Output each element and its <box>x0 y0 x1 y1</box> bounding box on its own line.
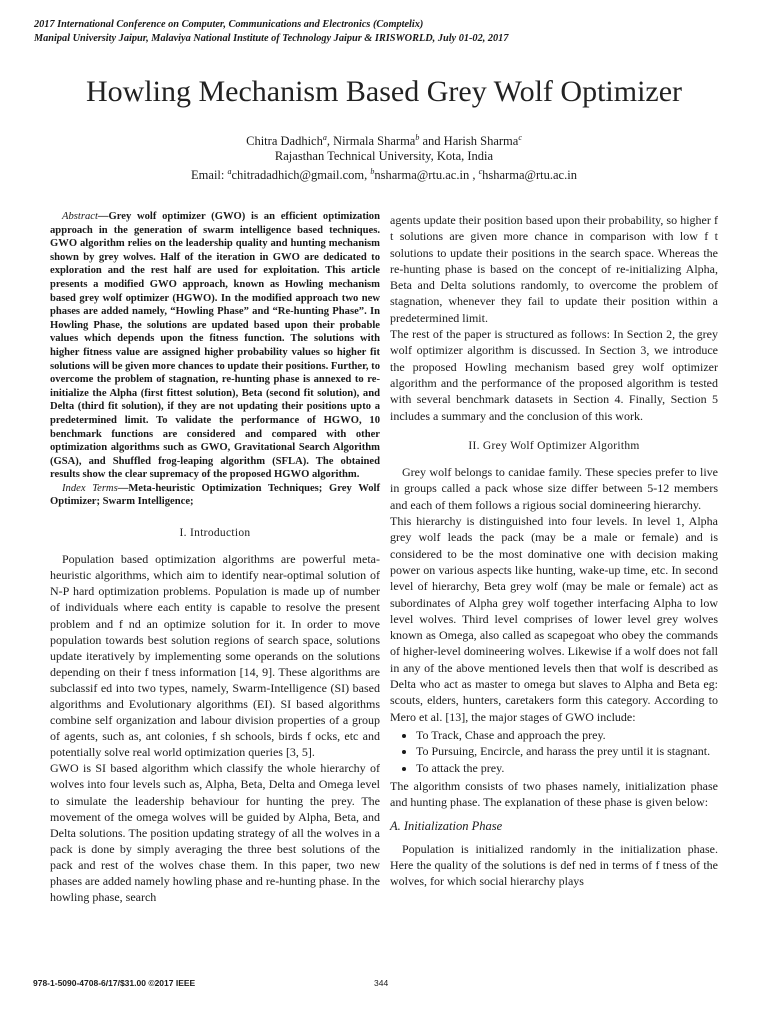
list-item: • To attack the prey. <box>416 760 718 776</box>
index-terms-text: —Meta-heuristic Optimization Techniques; Grey Wolf Optimizer; Swarm Intelligence; <box>50 482 380 508</box>
author-1-sup: a <box>322 133 327 142</box>
intro-paragraph-4: The rest of the paper is structured as follows: In Section 2, the grey wolf optimizer algorithm is discussed. In Section 3, we introduce the proposed Howling mechanism based grey wolf optimizer algorithm and the performance of the proposed algorithm is tested with several benchmark datasets in Section 4. Finally, Section 5 includes a summary and the conclusion of this work. <box>390 327 718 423</box>
intro-paragraph-2: GWO is SI based algorithm which classify the whole hierarchy of wolves into four levels such as, Alpha, Beta, Delta and Omega level to simulate the leadership behaviour for hunting the prey. The movement of the omega wolves will be guided by Alpha, Beta, and Delta solutions. The position updating strategy of all the wolves in a pack is done by simply averaging the three best solutions of the pack and rest of the wolves chase them. In this paper, two new phases are added namely howling phase and re-hunting phase. In the howling phase, search <box>50 761 380 905</box>
abstract-text: —Grey wolf optimizer (GWO) is an efficient optimization approach in the generation of swarm intelligence based techniques. GWO algorithm relies on the leadership quality and hunting mechanism shown by grey wolves. Half of the iteration in GWO are dedicated to exploration and the rest half are used for exploitation. This article presents a modified GWO approach, known as Howling mechanism based grey wolf optimizer (HGWO). In the modified approach two new phases are added namely, “Howling Phase” and “Re-hunting Phase”. In Howling Phase, the solutions are updated based upon their probable values which depends upon the fitness function. The solutions with higher fitness value are assigned higher probability values so higher fit solutions will be given more chances to update their positions. Further, to overcome the problem of stagnation, re-hunting phase is annexed to re-initialize the Alpha (first fittest solution), Beta (second fit solution), and Delta (third fit solution), if they are not updating their positions upto a predetermined limit. To validate the performance of HGWO, 10 benchmark functions are considered and compared with other optimization algorithms such as GWO, Gravitational Search Algorithm (GSA), and Shuffled frog-leaping algorithm (SFLA). The obtained results show the clear supremacy of the proposed HGWO algorithm. <box>50 211 380 481</box>
email-3-sup: c <box>478 167 483 177</box>
subsection-heading-initialization: A. Initialization Phase <box>390 819 503 834</box>
email-2-sup: b <box>370 167 375 177</box>
email-1-sup: a <box>227 167 232 177</box>
right-column <box>390 212 718 890</box>
affiliation: Rajasthan Technical University, Kota, India <box>274 149 494 164</box>
section-heading-introduction: I. Introduction <box>179 527 251 540</box>
author-1: Chitra Dadhich <box>246 134 323 149</box>
author-2: Nirmala Sharma <box>333 134 416 149</box>
author-block <box>0 130 768 183</box>
init-paragraph-1: Population is initialized randomly in the initialization phase. Here the quality of the solutions is def ned in terms of f tness of the wolves, for which social hierarchy plays <box>390 841 718 889</box>
author-3-sup: c <box>518 133 522 142</box>
intro-paragraph-1: Population based optimization algorithms are powerful meta-heuristic algorithms, which aim to identify near-optimal solution of N-P hard optimization problems. Population is made up of number of individuals where each entity is capable to resolve the present problem and f nd an optimize solution for it. In order to move population towards best solution regions of search space, solutions update iteratively by implementing some operands on the solutions depending on their f tness information [14, 9]. These algorithms are subclassif ed into two types, namely, Swarm-Intelligence (SI) based algorithms and Evolutionary algorithms (EI). SI based algorithms combine self organization and labour division properties of a group of agents, such as, ant colonies, f sh schools, birds f ocks, etc and potentially solve real world optimization queries [3, 5]. <box>50 552 380 760</box>
abstract-lead: Abstract <box>62 211 98 222</box>
conference-line-1: 2017 International Conference on Computer, Communications and Electronics (Comptelix) <box>34 19 424 30</box>
author-names <box>0 130 768 149</box>
gwo-paragraph-1: Grey wolf belongs to canidae family. These species prefer to live in groups called a pack whose size differ between 5-12 members and each of them follows a rigious social domineering hierarchy. <box>390 465 718 512</box>
list-item: • To Pursuing, Encircle, and harass the prey until it is stagnant. <box>416 743 718 759</box>
index-terms <box>50 482 380 509</box>
footer-isbn: 978-1-5090-4708-6/17/$31.00 ©2017 IEEE <box>33 978 196 988</box>
left-column <box>50 210 380 905</box>
author-separator: , <box>326 134 334 149</box>
gwo-paragraph-2: This hierarchy is distinguished into four levels. In level 1, Alpha grey wolf leads the pack (may be a male or female) and is considered to be the most dominative one with decision making power on various aspects like hunting, wake-up time, etc. In second level of hierarchy, Beta grey wolf (may be male or female) act as subordinates of Alpha grey wolf together interfacing Alpha to low level wolves. Third level comprises of lower level grey wolves known as Omega, also called as scapegoat who obey the commands of higher-level domineering wolves. Likewise if a wolf does not fall in any of the above mentioned levels then that wolf is described as Delta who act as master to omega but slaves to Alpha and Beta eg: scouts, elders, hunters, caretakers form this category. According to Mero et al. [13], the major stages of GWO include: <box>390 514 718 724</box>
email-label: Email: <box>191 168 228 183</box>
page-number: 344 <box>374 978 389 988</box>
email-2: nsharma@rtu.ac.in , <box>374 168 479 183</box>
conference-header <box>34 18 508 46</box>
gwo-paragraph-3: The algorithm consists of two phases namely, initialization phase and hunting phase. The explanation of these phase is given below: <box>390 778 718 810</box>
email-1: chitradadhich@gmail.com, <box>231 168 371 183</box>
index-terms-lead: Index Terms <box>62 482 118 494</box>
email-3: hsharma@rtu.ac.in <box>482 168 577 183</box>
paper-title: Howling Mechanism Based Grey Wolf Optimizer <box>85 75 683 108</box>
author-separator: and <box>419 134 444 149</box>
abstract <box>50 210 380 482</box>
author-3: Harish Sharma <box>443 134 519 149</box>
gwo-stage-list <box>390 727 718 776</box>
list-item: • To Track, Chase and approach the prey. <box>416 727 718 743</box>
conference-line-2: Manipal University Jaipur, Malaviya National Institute of Technology Jaipur & IRISWORLD, July 01-02, 2017 <box>34 33 509 44</box>
author-2-sup: b <box>415 133 420 142</box>
email-line <box>0 164 768 183</box>
section-heading-gwo: II. Grey Wolf Optimizer Algorithm <box>468 439 640 452</box>
intro-paragraph-3: agents update their position based upon their probability, so higher f t solutions are given more chance in comparison with low f t solutions to update their positions in the search space. Whereas the re-hunting phase is based on the concept of re-initializing Alpha, Beta and Delta solutions randomly, to overcome the problem of stagnation, whenever they fail to update their position within a predetermined limit. <box>390 213 718 325</box>
